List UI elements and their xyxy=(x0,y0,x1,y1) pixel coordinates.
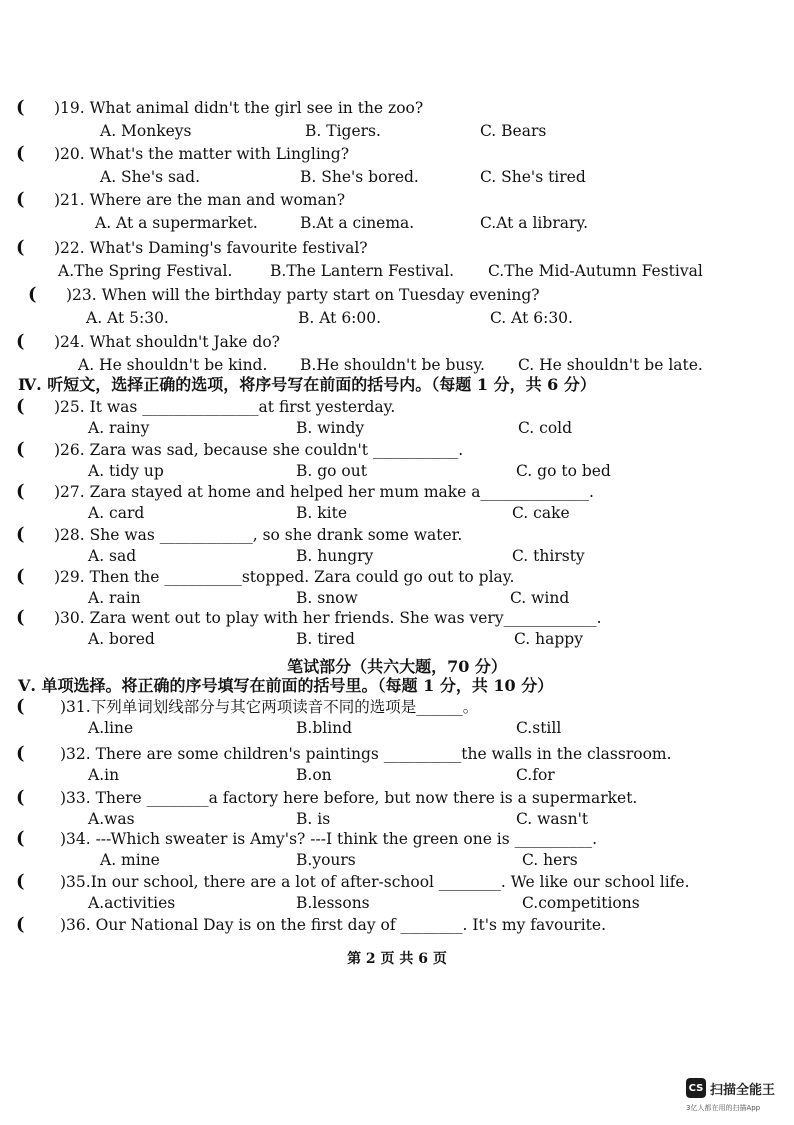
answer-paren: ( xyxy=(16,914,25,935)
answer-paren: ( xyxy=(16,481,25,502)
option-b: B.lessons xyxy=(296,894,370,912)
option-a: A. At 5:30. xyxy=(86,309,169,327)
option-c: C.The Mid-Autumn Festival xyxy=(488,262,703,280)
option-b: B.The Lantern Festival. xyxy=(270,262,455,280)
option-c: C.competitions xyxy=(522,894,640,912)
option-c: C. go to bed xyxy=(516,462,611,480)
scanner-logo xyxy=(686,1078,775,1098)
written-section-title: 笔试部分（共六大题，70 分） xyxy=(287,657,507,676)
question-stem: )35.In our school, there are a lot of after-school ________. We like our school life. xyxy=(60,873,690,891)
answer-paren: ( xyxy=(16,396,25,417)
question-stem: )31.下列单词划线部分与其它两项读音不同的选项是______。 xyxy=(60,698,479,716)
question-stem: )29. Then the __________stopped. Zara could go out to play. xyxy=(54,568,515,586)
option-c: C. hers xyxy=(522,851,578,869)
answer-paren: ( xyxy=(16,696,25,717)
option-a: A. card xyxy=(88,504,145,522)
answer-paren: ( xyxy=(16,828,25,849)
logo-name: 扫描全能王 xyxy=(710,1082,776,1098)
option-b: B.He shouldn't be busy. xyxy=(300,356,485,374)
answer-paren: ( xyxy=(16,787,25,808)
option-b: B.yours xyxy=(296,851,356,869)
answer-paren: ( xyxy=(16,237,25,258)
answer-paren: ( xyxy=(16,524,25,545)
cs-logo-icon: CS xyxy=(686,1078,706,1098)
option-a: A.The Spring Festival. xyxy=(58,262,233,280)
section-4-title: Ⅳ. 听短文，选择正确的选项，将序号写在前面的括号内。（每题 1 分，共 6 分） xyxy=(18,375,596,394)
answer-paren: ( xyxy=(16,143,25,164)
option-c: C. cold xyxy=(518,419,573,437)
option-c: C. Bears xyxy=(480,122,547,140)
option-a: A. She's sad. xyxy=(100,168,201,186)
option-c: C. wind xyxy=(510,589,570,607)
option-a: A.activities xyxy=(88,894,176,912)
logo-subtitle: 3亿人都在用的扫描App xyxy=(686,1104,761,1112)
option-a: A. He shouldn't be kind. xyxy=(78,356,268,374)
question-stem: )36. Our National Day is on the first day of ________. It's my favourite. xyxy=(60,916,606,934)
answer-paren: ( xyxy=(28,284,37,305)
option-a: A. rain xyxy=(88,589,141,607)
option-b: B. tired xyxy=(296,630,355,648)
option-c: C. cake xyxy=(512,504,570,522)
answer-paren: ( xyxy=(16,331,25,352)
section-5-title: Ⅴ. 单项选择。将正确的序号填写在前面的括号里。（每题 1 分，共 10 分） xyxy=(18,676,554,695)
answer-paren: ( xyxy=(16,871,25,892)
option-b: B. go out xyxy=(296,462,367,480)
option-a: A. rainy xyxy=(88,419,150,437)
option-c: C.for xyxy=(516,766,555,784)
question-stem: )23. When will the birthday party start on Tuesday evening? xyxy=(66,286,540,304)
option-a: A. mine xyxy=(100,851,160,869)
option-b: B.on xyxy=(296,766,332,784)
option-b: B. kite xyxy=(296,504,347,522)
question-stem: )30. Zara went out to play with her friends. She was very____________. xyxy=(54,609,602,627)
question-stem: )22. What's Daming's favourite festival? xyxy=(54,239,368,257)
option-b: B. hungry xyxy=(296,547,374,565)
option-c: C. thirsty xyxy=(512,547,585,565)
option-b: B. is xyxy=(296,810,331,828)
option-c: C.At a library. xyxy=(480,214,589,232)
answer-paren: ( xyxy=(16,439,25,460)
option-b: B. At 6:00. xyxy=(298,309,382,327)
option-a: A. sad xyxy=(88,547,137,565)
option-c: C. She's tired xyxy=(480,168,586,186)
option-c: C. He shouldn't be late. xyxy=(518,356,703,374)
option-b: B.blind xyxy=(296,719,353,737)
question-stem: )24. What shouldn't Jake do? xyxy=(54,333,280,351)
option-a: A. Monkeys xyxy=(100,122,192,140)
question-stem: )21. Where are the man and woman? xyxy=(54,191,346,209)
option-b: B.At a cinema. xyxy=(300,214,415,232)
question-stem: )26. Zara was sad, because she couldn't ___________. xyxy=(54,441,464,459)
answer-paren: ( xyxy=(16,743,25,764)
question-stem: )20. What's the matter with Lingling? xyxy=(54,145,350,163)
option-a: A. At a supermarket. xyxy=(95,214,258,232)
answer-paren: ( xyxy=(16,566,25,587)
question-stem: )27. Zara stayed at home and helped her mum make a______________. xyxy=(54,483,594,501)
question-stem: )32. There are some children's paintings __________the walls in the classroom. xyxy=(60,745,672,763)
option-b: B. snow xyxy=(296,589,358,607)
option-c: C.still xyxy=(516,719,562,737)
question-stem: )25. It was _______________at first yesterday. xyxy=(54,398,396,416)
option-b: B. windy xyxy=(296,419,365,437)
answer-paren: ( xyxy=(16,97,25,118)
question-stem: )28. She was ____________, so she drank some water. xyxy=(54,526,463,544)
option-c: C. happy xyxy=(514,630,583,648)
option-c: C. wasn't xyxy=(516,810,589,828)
question-stem: )33. There ________a factory here before, but now there is a supermarket. xyxy=(60,789,638,807)
option-c: C. At 6:30. xyxy=(490,309,573,327)
page-footer: 第 2 页 共 6 页 xyxy=(347,951,447,967)
option-a: A. tidy up xyxy=(88,462,164,480)
option-b: B. Tigers. xyxy=(305,122,381,140)
option-a: A.in xyxy=(88,766,120,784)
answer-paren: ( xyxy=(16,189,25,210)
option-a: A.was xyxy=(88,810,135,828)
option-a: A. bored xyxy=(88,630,155,648)
question-stem: )19. What animal didn't the girl see in the zoo? xyxy=(54,99,424,117)
option-a: A.line xyxy=(88,719,134,737)
option-b: B. She's bored. xyxy=(300,168,419,186)
answer-paren: ( xyxy=(16,607,25,628)
question-stem: )34. ---Which sweater is Amy's? ---I think the green one is __________. xyxy=(60,830,598,848)
